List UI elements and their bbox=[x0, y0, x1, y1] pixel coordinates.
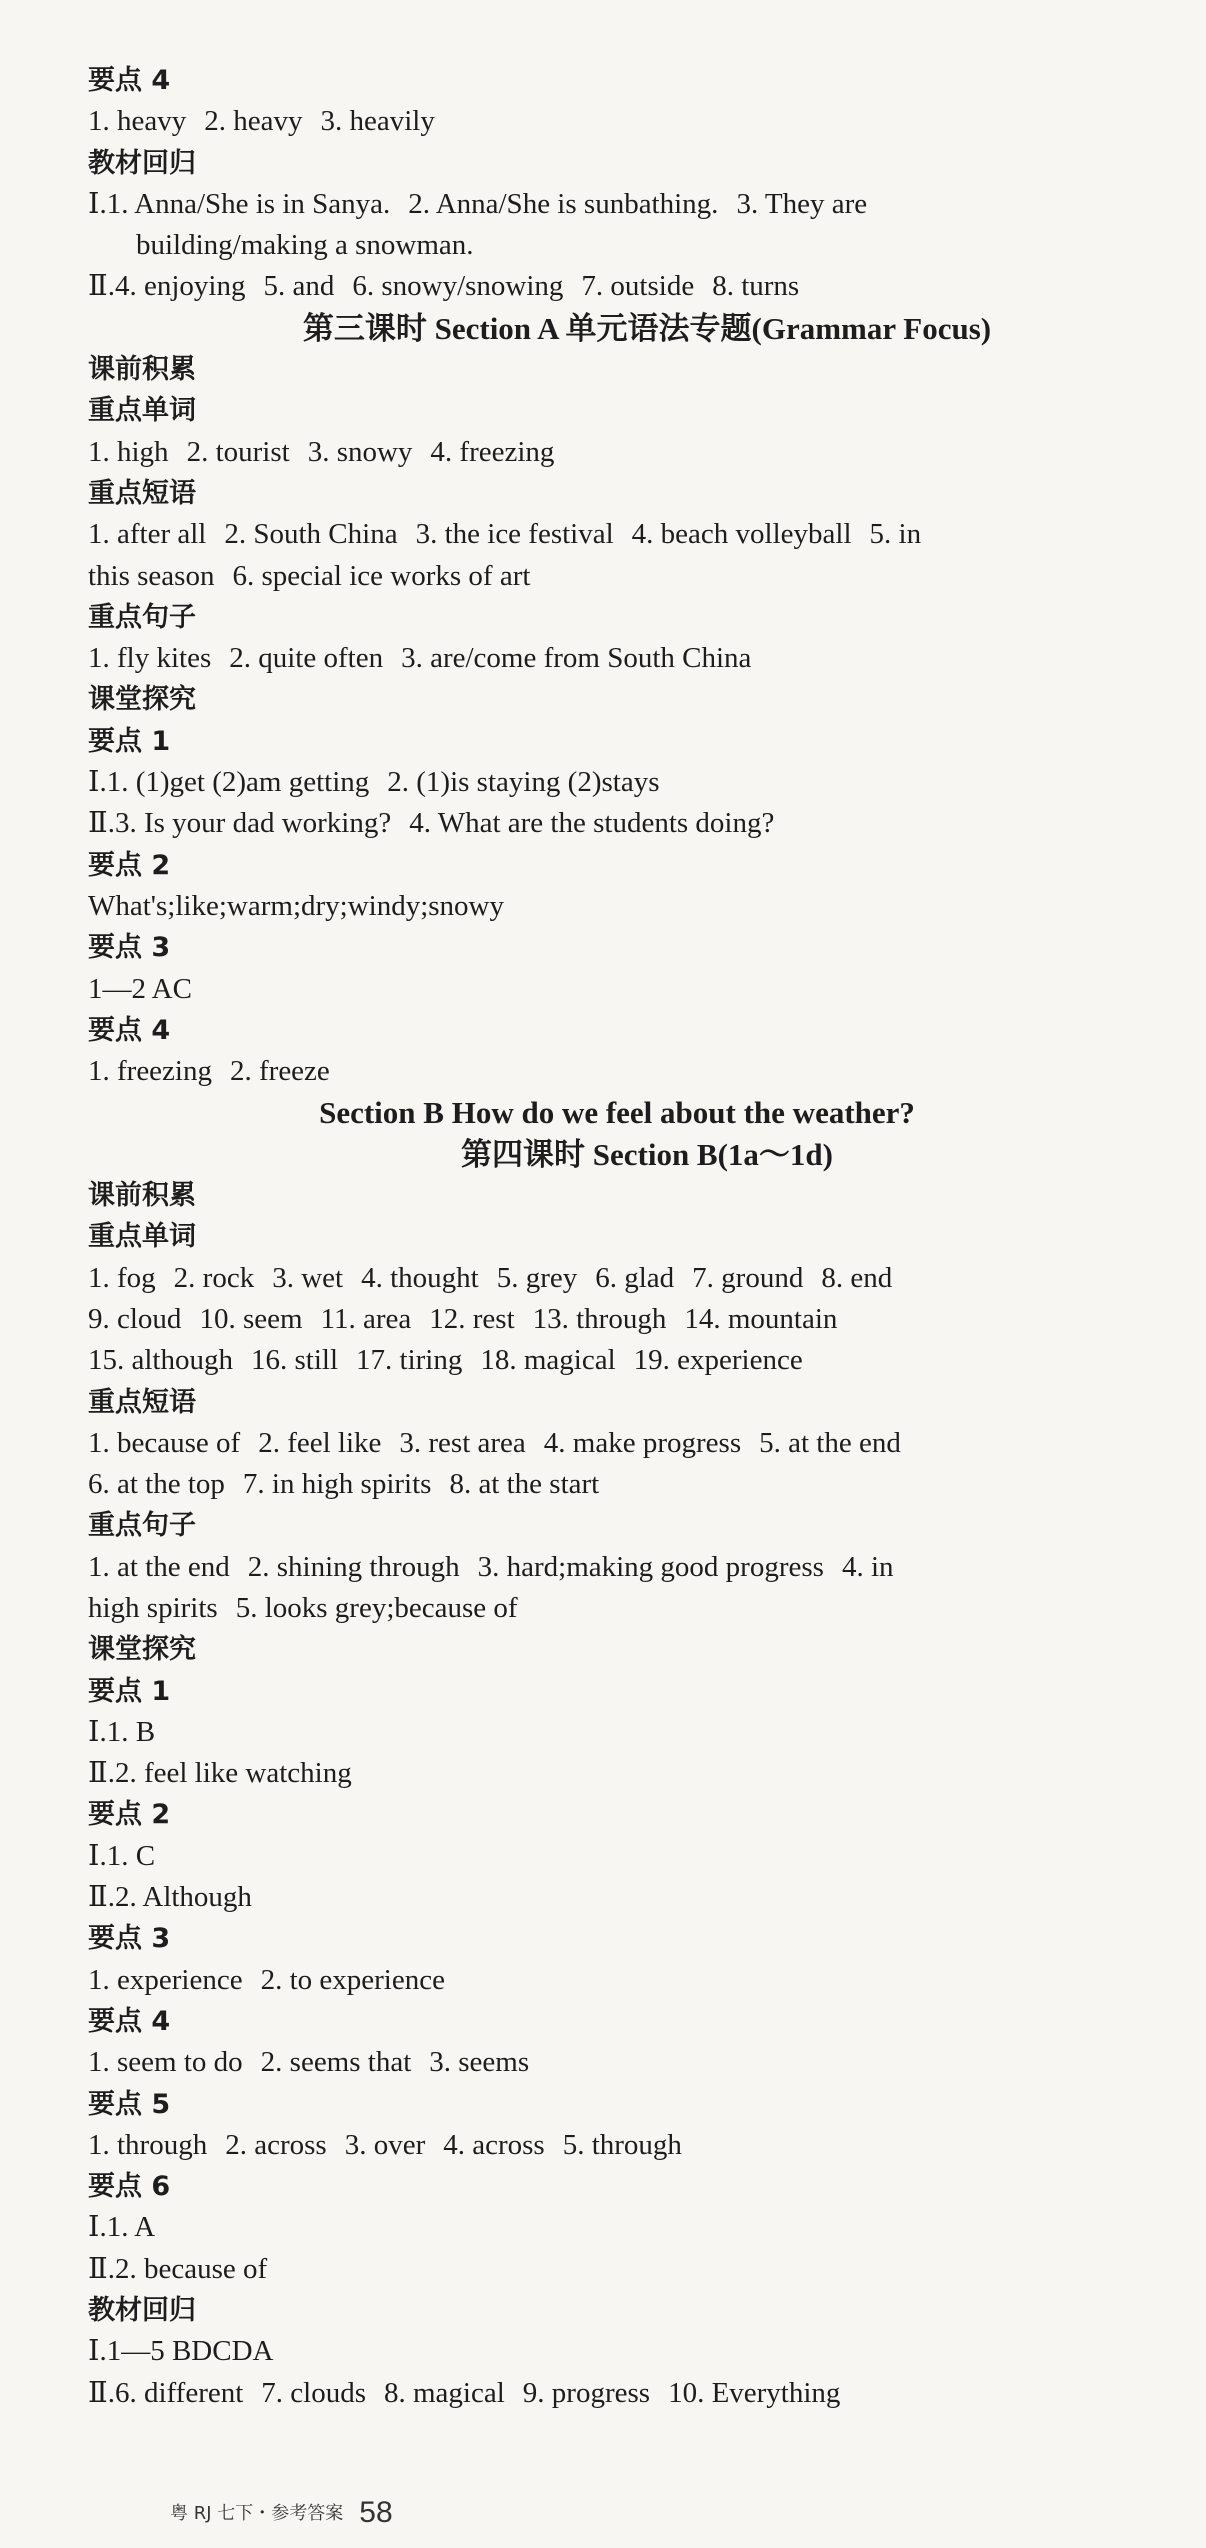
item-answer: progress bbox=[551, 2376, 651, 2409]
section-heading: 课前积累 bbox=[88, 1180, 196, 1212]
item-number: 1. bbox=[106, 1715, 129, 1748]
item-answer: area bbox=[362, 1302, 412, 1335]
answer-line bbox=[88, 1547, 1146, 1588]
item-answer: magical bbox=[413, 2376, 505, 2409]
item-number: 1. bbox=[88, 1963, 110, 1996]
page-footer bbox=[170, 2496, 393, 2530]
item-answer: rest area bbox=[428, 1426, 526, 1459]
answer-line bbox=[88, 1051, 1146, 1092]
item-answer: in bbox=[898, 518, 922, 551]
roman-numeral: Ⅱ. bbox=[88, 807, 115, 840]
item-number: 1. bbox=[88, 1261, 110, 1294]
answer-line bbox=[88, 1464, 1146, 1505]
section-heading: 要点 4 bbox=[88, 1014, 171, 1046]
item-number: 2. bbox=[408, 187, 431, 220]
item-answer: Everything bbox=[711, 2376, 841, 2409]
section-heading: 要点 1 bbox=[88, 1675, 171, 1707]
item-number: 2. bbox=[258, 1426, 280, 1459]
item-number: 5. bbox=[562, 2128, 585, 2161]
item-answer: through bbox=[117, 2128, 208, 2161]
item-number: 6. bbox=[114, 2376, 137, 2409]
item-answer: heavily bbox=[349, 105, 435, 138]
item-number: 1. bbox=[106, 187, 129, 220]
item-number: 1. bbox=[106, 2211, 129, 2244]
footer-label: 粤 RJ 七下・参考答案 bbox=[170, 2503, 344, 2524]
section-heading: 要点 3 bbox=[88, 1923, 171, 1955]
item-answer: What are the students doing? bbox=[437, 807, 775, 840]
item-number: 11. bbox=[320, 1302, 356, 1335]
roman-numeral: Ⅰ. bbox=[88, 2211, 107, 2244]
item-answer: looks grey;because of bbox=[264, 1591, 518, 1624]
item-answer: Anna/She is in Sanya. bbox=[134, 187, 391, 220]
item-number: 1. bbox=[88, 1550, 110, 1583]
item-number: 5. bbox=[759, 1426, 781, 1459]
section-heading: 要点 6 bbox=[88, 2171, 171, 2203]
item-number: 1. bbox=[106, 766, 129, 799]
item-number: 1. bbox=[88, 1055, 110, 1088]
answer-line bbox=[88, 2331, 1146, 2372]
item-answer: at the end bbox=[788, 1426, 901, 1459]
item-number: 17. bbox=[356, 1344, 393, 1377]
item-number: 6. bbox=[88, 1468, 110, 1501]
item-number: 2. bbox=[114, 1881, 137, 1914]
answer-line bbox=[88, 2042, 1146, 2083]
section-heading: 要点 3 bbox=[88, 932, 171, 964]
item-number: 18. bbox=[480, 1344, 517, 1377]
item-number: 3. bbox=[272, 1261, 294, 1294]
item-answer: thought bbox=[390, 1261, 479, 1294]
item-answer: high bbox=[117, 435, 169, 468]
item-answer: South China bbox=[253, 518, 398, 551]
item-answer: different bbox=[143, 2376, 244, 2409]
section-heading: 重点单词 bbox=[88, 395, 196, 427]
item-answer: beach volleyball bbox=[660, 518, 852, 551]
item-number: 7. bbox=[242, 1468, 265, 1501]
item-number: 2. bbox=[225, 2128, 247, 2161]
item-number: 7. bbox=[692, 1261, 714, 1294]
section-heading: 要点 4 bbox=[88, 2005, 171, 2037]
item-answer: shining through bbox=[276, 1550, 460, 1583]
answer-line bbox=[88, 1423, 1146, 1464]
item-answer: glad bbox=[624, 1261, 675, 1294]
item-number: 5. bbox=[496, 1261, 519, 1294]
section-heading: 教材回归 bbox=[88, 2295, 196, 2327]
item-answer: grey bbox=[525, 1261, 578, 1294]
item-number: 8. bbox=[712, 270, 734, 303]
item-number: 2. bbox=[230, 1055, 252, 1088]
answer-line bbox=[88, 2125, 1146, 2166]
item-answer: freezing bbox=[117, 1055, 212, 1088]
item-answer: because of bbox=[143, 2252, 268, 2285]
item-number: 4. bbox=[430, 435, 453, 468]
item-answer: seems that bbox=[289, 2046, 412, 2079]
lesson-title: 第四课时 Section B(1a～1d) bbox=[461, 1136, 833, 1172]
item-answer: Although bbox=[142, 1881, 252, 1914]
item-answer: outside bbox=[610, 270, 695, 303]
section-heading: 要点 4 bbox=[88, 65, 171, 96]
item-answer: seem to do bbox=[117, 2046, 243, 2079]
item-number: 2. bbox=[224, 518, 247, 551]
item-answer: make progress bbox=[572, 1426, 742, 1459]
item-answer: heavy bbox=[117, 105, 187, 138]
answer-line bbox=[88, 762, 1146, 803]
item-number: 4. bbox=[543, 1426, 566, 1459]
item-answer: feel like bbox=[287, 1426, 382, 1459]
answer-line bbox=[88, 969, 1146, 1010]
item-answer: (1)is staying (2)stays bbox=[416, 766, 660, 799]
roman-numeral: Ⅰ. bbox=[88, 1839, 107, 1872]
item-answer: end bbox=[850, 1261, 893, 1294]
item-answer: through bbox=[576, 1302, 667, 1335]
item-number: 1. bbox=[88, 642, 110, 675]
item-number: 1. bbox=[88, 518, 110, 551]
item-number: 1. bbox=[106, 1839, 129, 1872]
answer-line bbox=[88, 2249, 1146, 2290]
item-number: 2. bbox=[260, 2046, 283, 2079]
answer-line bbox=[88, 184, 1146, 225]
item-answer: at the end bbox=[117, 1550, 230, 1583]
item-number: 2. bbox=[229, 642, 251, 675]
item-number: 1. bbox=[88, 1426, 110, 1459]
item-answer: at the top bbox=[117, 1468, 225, 1501]
item-answer: in high spirits bbox=[271, 1468, 432, 1501]
section-heading: 课前积累 bbox=[88, 354, 196, 386]
item-number: 8. bbox=[449, 1468, 472, 1501]
section-heading: 要点 1 bbox=[88, 725, 171, 757]
item-answer: still bbox=[294, 1344, 339, 1377]
item-answer: after all bbox=[117, 518, 207, 551]
item-number: 1—2 bbox=[88, 972, 146, 1005]
answer-line bbox=[88, 1836, 1146, 1877]
item-number: 3. bbox=[415, 518, 438, 551]
answer-line bbox=[88, 1299, 1146, 1340]
item-answer: B bbox=[135, 1715, 156, 1748]
item-number: 13. bbox=[532, 1302, 569, 1335]
item-number: 9. bbox=[88, 1302, 110, 1335]
item-number: 9. bbox=[522, 2376, 545, 2409]
item-number: 16. bbox=[251, 1344, 288, 1377]
item-answer: C bbox=[135, 1839, 156, 1872]
section-heading: 课堂探究 bbox=[88, 684, 196, 716]
item-number: 12. bbox=[429, 1302, 466, 1335]
item-answer: freezing bbox=[459, 435, 555, 468]
item-number: 4. bbox=[443, 2128, 465, 2161]
item-answer: hard;making good progress bbox=[506, 1550, 824, 1583]
item-number: 10. bbox=[199, 1302, 236, 1335]
item-answer: tourist bbox=[215, 435, 290, 468]
item-answer: AC bbox=[151, 972, 192, 1005]
answer-continuation: high spirits bbox=[88, 1591, 218, 1624]
item-answer: mountain bbox=[727, 1302, 838, 1335]
item-answer: tiring bbox=[399, 1344, 463, 1377]
answer-line bbox=[88, 1258, 1146, 1299]
item-answer: are/come from South China bbox=[430, 642, 752, 675]
item-number: 19. bbox=[633, 1344, 670, 1377]
answer-line: building/making a snowman. bbox=[136, 229, 474, 262]
item-number: 8. bbox=[384, 2376, 406, 2409]
item-number: 6. bbox=[232, 559, 255, 592]
item-number: 2. bbox=[247, 1550, 270, 1583]
item-answer: Is your dad working? bbox=[143, 807, 392, 840]
item-number: 2. bbox=[186, 435, 209, 468]
item-number: 15. bbox=[88, 1344, 125, 1377]
section-heading: 重点短语 bbox=[88, 477, 196, 509]
item-number: 3. bbox=[320, 105, 343, 138]
item-number: 2. bbox=[204, 105, 226, 138]
item-number: 4. bbox=[631, 518, 654, 551]
item-number: 2. bbox=[114, 1757, 137, 1790]
item-answer: They are bbox=[764, 187, 868, 220]
item-answer: A bbox=[134, 2211, 156, 2244]
item-number: 2. bbox=[173, 1261, 196, 1294]
item-number: 1—5 bbox=[106, 2335, 165, 2368]
answer-continuation: this season bbox=[88, 559, 215, 592]
item-number: 3. bbox=[114, 807, 137, 840]
roman-numeral: Ⅱ. bbox=[88, 2252, 115, 2285]
roman-numeral: Ⅱ. bbox=[88, 1881, 115, 1914]
item-answer: heavy bbox=[233, 105, 303, 138]
roman-numeral: Ⅱ. bbox=[88, 1757, 115, 1790]
item-number: 2. bbox=[260, 1963, 283, 1996]
item-number: 3. bbox=[307, 435, 330, 468]
item-answer: although bbox=[131, 1344, 233, 1377]
item-answer: at the start bbox=[478, 1468, 600, 1501]
item-answer: wet bbox=[301, 1261, 344, 1294]
item-answer: experience bbox=[117, 1963, 243, 1996]
section-heading: 重点短语 bbox=[88, 1386, 196, 1418]
answer-line: What's;like;warm;dry;windy;snowy bbox=[88, 889, 504, 922]
roman-numeral: Ⅰ. bbox=[88, 187, 107, 220]
item-number: 7. bbox=[261, 2376, 284, 2409]
item-answer: snowy bbox=[336, 435, 413, 468]
item-answer: rest bbox=[472, 1302, 515, 1335]
item-answer: fly kites bbox=[117, 642, 212, 675]
section-heading: 教材回归 bbox=[88, 147, 196, 179]
item-answer: seems bbox=[458, 2046, 530, 2079]
answer-line bbox=[88, 1340, 1146, 1381]
lesson-title: 第三课时 Section A 单元语法专题(Grammar Focus) bbox=[302, 310, 992, 346]
item-answer: rock bbox=[202, 1261, 255, 1294]
item-answer: cloud bbox=[117, 1302, 182, 1335]
item-answer: Anna/She is sunbathing. bbox=[435, 187, 719, 220]
answer-line bbox=[88, 1753, 1146, 1794]
page-number: 58 bbox=[359, 2496, 393, 2529]
roman-numeral: Ⅰ. bbox=[88, 1715, 107, 1748]
section-heading: 重点单词 bbox=[88, 1221, 196, 1253]
item-number: 3. bbox=[429, 2046, 452, 2079]
roman-numeral: Ⅰ. bbox=[88, 2335, 107, 2368]
item-number: 5. bbox=[235, 1591, 258, 1624]
item-answer: to experience bbox=[289, 1963, 445, 1996]
item-number: 4. bbox=[841, 1550, 864, 1583]
answer-line bbox=[88, 1877, 1146, 1918]
item-answer: BDCDA bbox=[171, 2335, 274, 2368]
item-answer: seem bbox=[242, 1302, 303, 1335]
item-answer: enjoying bbox=[143, 270, 246, 303]
item-answer: turns bbox=[741, 270, 800, 303]
item-answer: and bbox=[292, 270, 335, 303]
item-number: 5. bbox=[263, 270, 286, 303]
answer-line bbox=[88, 803, 1146, 844]
item-answer: fog bbox=[117, 1261, 156, 1294]
item-answer: ground bbox=[721, 1261, 804, 1294]
section-heading: 重点句子 bbox=[88, 601, 196, 633]
item-number: 3. bbox=[399, 1426, 422, 1459]
item-answer: freeze bbox=[259, 1055, 330, 1088]
item-number: 4. bbox=[114, 270, 137, 303]
item-answer: the ice festival bbox=[444, 518, 614, 551]
item-number: 3. bbox=[477, 1550, 500, 1583]
answer-line bbox=[88, 1960, 1146, 2001]
roman-numeral: Ⅱ. bbox=[88, 2376, 115, 2409]
unit-section-title: Section B How do we feel about the weather? bbox=[319, 1095, 915, 1131]
item-number: 10. bbox=[668, 2376, 705, 2409]
answer-line bbox=[88, 556, 1146, 597]
item-number: 4. bbox=[361, 1261, 383, 1294]
item-answer: snowy/snowing bbox=[381, 270, 564, 303]
answer-content bbox=[88, 60, 1146, 2414]
section-heading: 要点 2 bbox=[88, 1799, 171, 1831]
item-number: 6. bbox=[352, 270, 375, 303]
answer-line bbox=[88, 432, 1146, 473]
answer-line bbox=[88, 266, 1146, 307]
item-answer: across bbox=[472, 2128, 545, 2161]
answer-line bbox=[88, 1588, 1146, 1629]
section-heading: 要点 5 bbox=[88, 2088, 171, 2120]
roman-numeral: Ⅱ. bbox=[88, 270, 115, 303]
item-answer: clouds bbox=[290, 2376, 366, 2409]
item-number: 3. bbox=[401, 642, 423, 675]
roman-numeral: Ⅰ. bbox=[88, 766, 107, 799]
answer-line bbox=[88, 2373, 1146, 2414]
item-number: 1. bbox=[88, 105, 110, 138]
item-number: 1. bbox=[88, 2128, 110, 2161]
item-number: 1. bbox=[88, 435, 110, 468]
section-heading: 重点句子 bbox=[88, 1510, 196, 1542]
item-answer: in bbox=[870, 1550, 894, 1583]
item-answer: special ice works of art bbox=[261, 559, 531, 592]
item-answer: through bbox=[591, 2128, 682, 2161]
item-number: 7. bbox=[581, 270, 604, 303]
item-number: 2. bbox=[114, 2252, 137, 2285]
item-number: 2. bbox=[387, 766, 409, 799]
item-number: 4. bbox=[409, 807, 431, 840]
item-number: 14. bbox=[684, 1302, 721, 1335]
item-answer: because of bbox=[117, 1426, 241, 1459]
answer-line bbox=[88, 1712, 1146, 1753]
item-answer: (1)get (2)am getting bbox=[135, 766, 370, 799]
item-number: 5. bbox=[869, 518, 892, 551]
item-number: 1. bbox=[88, 2046, 110, 2079]
section-heading: 课堂探究 bbox=[88, 1634, 196, 1666]
answer-line bbox=[88, 101, 1146, 142]
item-number: 3. bbox=[736, 187, 759, 220]
answer-line bbox=[88, 638, 1146, 679]
item-answer: quite often bbox=[258, 642, 384, 675]
item-number: 8. bbox=[821, 1261, 844, 1294]
answer-line bbox=[88, 2207, 1146, 2248]
answer-line bbox=[88, 514, 1146, 555]
item-answer: magical bbox=[523, 1344, 616, 1377]
item-answer: feel like watching bbox=[143, 1757, 352, 1790]
item-answer: across bbox=[254, 2128, 327, 2161]
item-number: 3. bbox=[344, 2128, 367, 2161]
item-answer: experience bbox=[677, 1344, 803, 1377]
item-answer: over bbox=[373, 2128, 426, 2161]
item-number: 6. bbox=[595, 1261, 617, 1294]
section-heading: 要点 2 bbox=[88, 849, 171, 881]
